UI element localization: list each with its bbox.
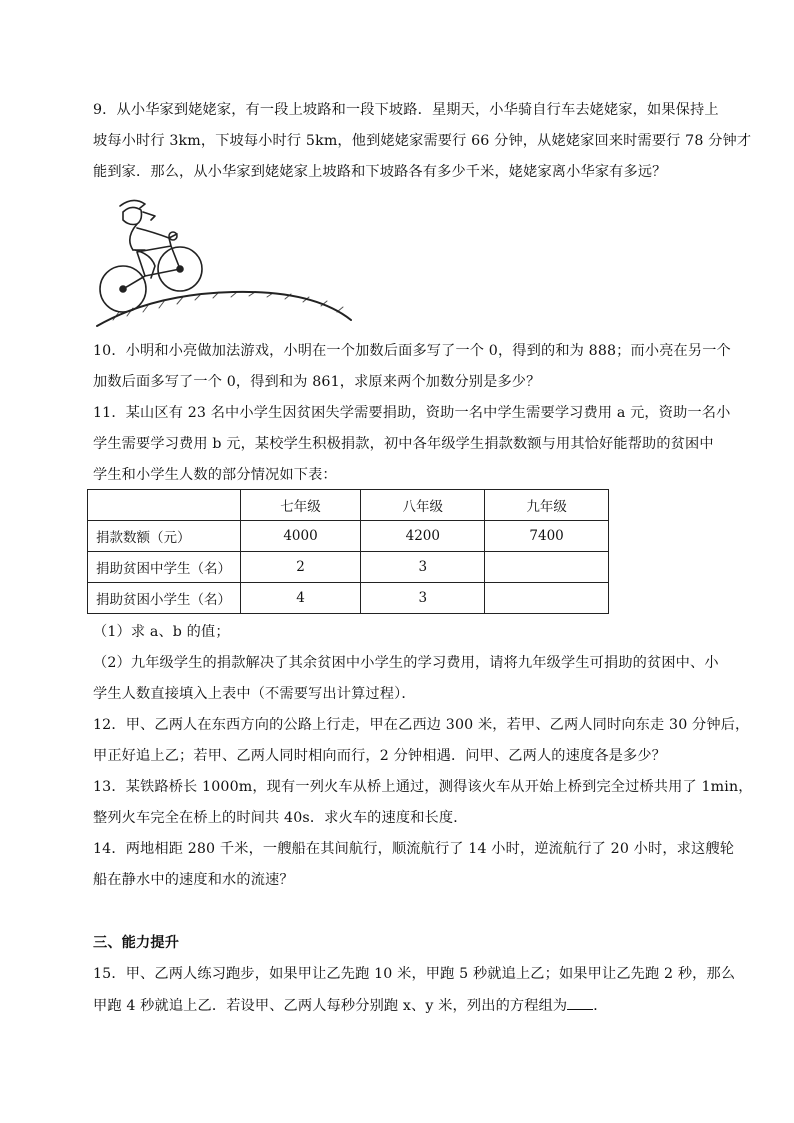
- problem-12-line-2: 甲正好追上乙；若甲、乙两人同时相向而行，2 分钟相遇．问甲、乙两人的速度各是多少？: [93, 748, 667, 764]
- table-row: [88, 583, 609, 614]
- problem-11-question-2-line-1: （2）九年级学生的捐款解决了其余贫困中小学生的学习费用，请将九年级学生可捐助的贫困中、小: [93, 655, 719, 671]
- table-row-label: 捐助贫困中学生（名）: [88, 552, 241, 583]
- problem-11-question-1: （1）求 a、b 的值；: [93, 624, 230, 640]
- table-cell-blank: [485, 583, 609, 614]
- table-cell: 3: [361, 552, 485, 583]
- table-row: [88, 521, 609, 552]
- answer-blank[interactable]: [567, 995, 593, 1010]
- problem-11-line-2: 学生需要学习费用 b 元，某校学生积极捐款，初中各年级学生捐款数额与用其恰好能帮助的贫困中: [93, 436, 714, 452]
- problem-10-line-1: 10．小明和小亮做加法游戏，小明在一个加数后面多写了一个 0，得到的和为 888；而小亮在另一个: [93, 343, 731, 359]
- donation-table: [87, 489, 609, 614]
- problem-15-line-1: 15．甲、乙两人练习跑步，如果甲让乙先跑 10 米，甲跑 5 秒就追上乙；如果甲让乙先跑 2 秒，那么: [93, 966, 736, 982]
- table-header-cell: [88, 490, 241, 521]
- table-cell-blank: [485, 552, 609, 583]
- table-header-cell: 七年级: [240, 490, 361, 521]
- cyclist-illustration: [93, 194, 355, 328]
- table-row-label: 捐助贫困小学生（名）: [88, 583, 241, 614]
- table-header-cell: 九年级: [485, 490, 609, 521]
- problem-14-line-1: 14．两地相距 280 千米，一艘船在其间航行，顺流航行了 14 小时，逆流航行了 20 小时，求这艘轮: [93, 841, 735, 857]
- problem-15-line-2: [93, 995, 608, 1016]
- table-cell: 7400: [485, 521, 609, 552]
- problem-11-line-3: 学生和小学生人数的部分情况如下表：: [93, 467, 337, 483]
- problem-9-line-3: 能到家．那么，从小华家到姥姥家上坡路和下坡路各有多少千米，姥姥家离小华家有多远？: [93, 164, 667, 180]
- problem-13-line-2: 整列火车完全在桥上的时间共 40s．求火车的速度和长度．: [93, 810, 468, 826]
- table-header-row: [88, 490, 609, 521]
- table-row-label: 捐款数额（元）: [88, 521, 241, 552]
- table-cell: 4000: [240, 521, 361, 552]
- section-heading: 三、能力提升: [93, 935, 180, 951]
- table-cell: 3: [361, 583, 485, 614]
- problem-13-line-1: 13．某铁路桥长 1000m，现有一列火车从桥上通过，测得该火车从开始上桥到完全过桥共用了 1min，: [93, 779, 753, 795]
- table-header-cell: 八年级: [361, 490, 485, 521]
- problem-15-line-2-end: ．: [593, 998, 608, 1014]
- problem-9-line-1: 9．从小华家到姥姥家，有一段上坡路和一段下坡路．星期天，小华骑自行车去姥姥家，如果保持上: [93, 102, 719, 118]
- table-cell: 2: [240, 552, 361, 583]
- table-cell: 4200: [361, 521, 485, 552]
- problem-15-line-2-text: 甲跑 4 秒就追上乙．若设甲、乙两人每秒分别跑 x、y 米，列出的方程组为: [93, 998, 568, 1014]
- problem-10-line-2: 加数后面多写了一个 0，得到和为 861，求原来两个加数分别是多少？: [93, 374, 541, 390]
- problem-14-line-2: 船在静水中的速度和水的流速？: [93, 872, 294, 888]
- problem-11-line-1: 11．某山区有 23 名中小学生因贫困失学需要捐助，资助一名中学生需要学习费用 a 元，资助一名小: [93, 405, 731, 421]
- problem-11-question-2-line-2: 学生人数直接填入上表中（不需要写出计算过程）．: [93, 686, 416, 702]
- table-cell: 4: [240, 583, 361, 614]
- problem-9-line-2: 坡每小时行 3km，下坡每小时行 5km，他到姥姥家需要行 66 分钟，从姥姥家回来时需要行 78 分钟才: [93, 133, 752, 149]
- problem-12-line-1: 12．甲、乙两人在东西方向的公路上行走，甲在乙西边 300 米，若甲、乙两人同时向东走 30 分钟后，: [93, 717, 750, 733]
- table-row: [88, 552, 609, 583]
